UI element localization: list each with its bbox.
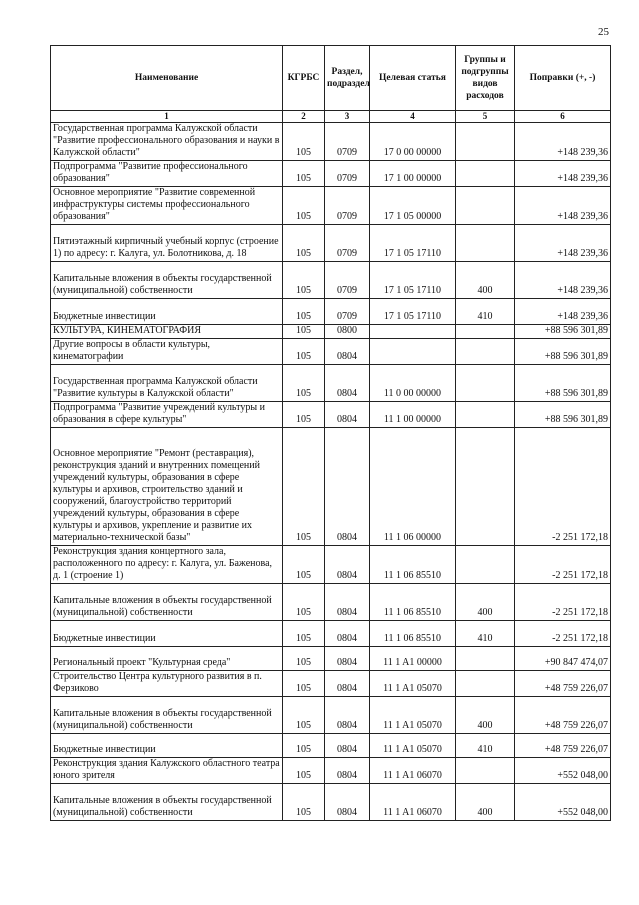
cell-statya (370, 339, 456, 365)
table-row (51, 402, 611, 428)
cell-statya: 11 1 06 85510 (370, 546, 456, 584)
cell-razdel: 0804 (325, 584, 370, 621)
cell-statya: 17 1 05 17110 (370, 262, 456, 299)
cell-amount: +88 596 301,89 (515, 365, 611, 402)
cell-statya: 11 1 A1 05070 (370, 697, 456, 734)
column-number: 2 (283, 111, 325, 123)
cell-name: Основное мероприятие "Развитие современной инфраструктуры системы профессионального образования" (51, 187, 283, 225)
cell-vid: 400 (456, 584, 515, 621)
column-number: 4 (370, 111, 456, 123)
cell-name: Капитальные вложения в объекты государственной (муниципальной) собственности (51, 697, 283, 734)
cell-vid (456, 671, 515, 697)
column-header-amount: Поправки (+, -) (515, 46, 611, 111)
table-row (51, 325, 611, 339)
cell-statya: 11 1 06 00000 (370, 428, 456, 546)
cell-vid (456, 647, 515, 671)
cell-kgrbs: 105 (283, 647, 325, 671)
cell-statya: 17 1 00 00000 (370, 161, 456, 187)
cell-vid (456, 161, 515, 187)
cell-amount: +90 847 474,07 (515, 647, 611, 671)
cell-name: Региональный проект "Культурная среда" (51, 647, 283, 671)
cell-kgrbs: 105 (283, 697, 325, 734)
cell-name: Капитальные вложения в объекты государственной (муниципальной) собственности (51, 784, 283, 821)
cell-razdel: 0804 (325, 402, 370, 428)
table-row (51, 428, 611, 546)
table-row (51, 647, 611, 671)
cell-statya: 11 1 06 85510 (370, 584, 456, 621)
cell-kgrbs: 105 (283, 621, 325, 647)
cell-razdel: 0804 (325, 784, 370, 821)
cell-name: Государственная программа Калужской области "Развитие культуры в Калужской области" (51, 365, 283, 402)
cell-amount: +48 759 226,07 (515, 697, 611, 734)
cell-name: Бюджетные инвестиции (51, 621, 283, 647)
cell-statya: 11 1 A1 06070 (370, 758, 456, 784)
cell-razdel: 0804 (325, 621, 370, 647)
column-header-kgrbs: КГРБС (283, 46, 325, 111)
table-body (51, 123, 611, 821)
budget-table (50, 45, 611, 821)
cell-statya: 11 1 A1 00000 (370, 647, 456, 671)
cell-amount: +88 596 301,89 (515, 325, 611, 339)
column-number: 3 (325, 111, 370, 123)
cell-statya: 17 1 05 00000 (370, 187, 456, 225)
column-header-name: Наименование (51, 46, 283, 111)
cell-name: Государственная программа Калужской области "Развитие профессионального образования и науки в Калужской области" (51, 123, 283, 161)
cell-name: Бюджетные инвестиции (51, 734, 283, 758)
cell-statya: 11 1 06 85510 (370, 621, 456, 647)
cell-razdel: 0709 (325, 187, 370, 225)
table-row (51, 584, 611, 621)
cell-statya: 11 1 A1 06070 (370, 784, 456, 821)
cell-vid (456, 546, 515, 584)
table-row (51, 365, 611, 402)
cell-amount: +148 239,36 (515, 123, 611, 161)
cell-kgrbs: 105 (283, 546, 325, 584)
cell-statya: 11 1 00 00000 (370, 402, 456, 428)
cell-kgrbs: 105 (283, 161, 325, 187)
cell-vid: 410 (456, 621, 515, 647)
table-row (51, 697, 611, 734)
cell-kgrbs: 105 (283, 262, 325, 299)
cell-razdel: 0804 (325, 758, 370, 784)
cell-kgrbs: 105 (283, 758, 325, 784)
cell-name: Капитальные вложения в объекты государственной (муниципальной) собственности (51, 262, 283, 299)
cell-vid (456, 365, 515, 402)
cell-kgrbs: 105 (283, 225, 325, 262)
cell-kgrbs: 105 (283, 325, 325, 339)
cell-name: КУЛЬТУРА, КИНЕМАТОГРАФИЯ (51, 325, 283, 339)
cell-razdel: 0804 (325, 339, 370, 365)
cell-amount: -2 251 172,18 (515, 428, 611, 546)
cell-statya: 11 1 A1 05070 (370, 734, 456, 758)
cell-kgrbs: 105 (283, 671, 325, 697)
table-row (51, 262, 611, 299)
cell-name: Реконструкция здания Калужского областного театра юного зрителя (51, 758, 283, 784)
cell-amount: +148 239,36 (515, 299, 611, 325)
cell-statya: 11 1 A1 05070 (370, 671, 456, 697)
cell-vid (456, 325, 515, 339)
cell-vid: 400 (456, 697, 515, 734)
cell-vid: 410 (456, 734, 515, 758)
cell-vid (456, 758, 515, 784)
cell-vid (456, 123, 515, 161)
cell-amount: +88 596 301,89 (515, 339, 611, 365)
column-number: 6 (515, 111, 611, 123)
header-row (51, 46, 611, 111)
cell-statya: 17 0 00 00000 (370, 123, 456, 161)
cell-name: Реконструкция здания концертного зала, расположенного по адресу: г. Калуга, ул. Баженова, д. 1 (строение 1) (51, 546, 283, 584)
cell-razdel: 0709 (325, 161, 370, 187)
column-number-row (51, 111, 611, 123)
cell-razdel: 0804 (325, 647, 370, 671)
column-number: 1 (51, 111, 283, 123)
cell-vid (456, 187, 515, 225)
cell-amount: +552 048,00 (515, 758, 611, 784)
cell-razdel: 0804 (325, 428, 370, 546)
table-row (51, 299, 611, 325)
cell-amount: +148 239,36 (515, 262, 611, 299)
cell-amount: -2 251 172,18 (515, 546, 611, 584)
column-header-vid: Группы и подгруппы видов расходов (456, 46, 515, 111)
cell-kgrbs: 105 (283, 339, 325, 365)
cell-kgrbs: 105 (283, 584, 325, 621)
cell-statya (370, 325, 456, 339)
cell-vid (456, 225, 515, 262)
cell-kgrbs: 105 (283, 402, 325, 428)
cell-name: Капитальные вложения в объекты государственной (муниципальной) собственности (51, 584, 283, 621)
cell-razdel: 0804 (325, 697, 370, 734)
cell-kgrbs: 105 (283, 784, 325, 821)
cell-kgrbs: 105 (283, 299, 325, 325)
table-row (51, 546, 611, 584)
table-row (51, 187, 611, 225)
cell-razdel: 0804 (325, 546, 370, 584)
cell-vid (456, 339, 515, 365)
table-row (51, 339, 611, 365)
cell-amount: -2 251 172,18 (515, 621, 611, 647)
cell-vid: 400 (456, 262, 515, 299)
cell-razdel: 0709 (325, 225, 370, 262)
cell-amount: +48 759 226,07 (515, 734, 611, 758)
cell-name: Основное мероприятие "Ремонт (реставрация), реконструкция зданий и внутренних помещений учреждений культуры, образования в сфере культуры и архивов, строительство зданий и сооружений, благоустройство территорий учреждений культуры, образования в сфере культуры и архивов, укрепление и развитие их материально-технической базы" (51, 428, 283, 546)
cell-amount: +48 759 226,07 (515, 671, 611, 697)
table-row (51, 225, 611, 262)
cell-kgrbs: 105 (283, 734, 325, 758)
cell-amount: +88 596 301,89 (515, 402, 611, 428)
cell-statya: 11 0 00 00000 (370, 365, 456, 402)
cell-vid (456, 402, 515, 428)
cell-amount: -2 251 172,18 (515, 584, 611, 621)
cell-vid: 400 (456, 784, 515, 821)
cell-kgrbs: 105 (283, 187, 325, 225)
cell-razdel: 0709 (325, 123, 370, 161)
cell-name: Бюджетные инвестиции (51, 299, 283, 325)
cell-statya: 17 1 05 17110 (370, 299, 456, 325)
cell-razdel: 0709 (325, 299, 370, 325)
table-row (51, 621, 611, 647)
cell-name: Строительство Центра культурного развития в п. Ферзиково (51, 671, 283, 697)
cell-kgrbs: 105 (283, 123, 325, 161)
cell-vid: 410 (456, 299, 515, 325)
cell-razdel: 0804 (325, 734, 370, 758)
cell-kgrbs: 105 (283, 365, 325, 402)
cell-kgrbs: 105 (283, 428, 325, 546)
cell-razdel: 0804 (325, 671, 370, 697)
cell-razdel: 0709 (325, 262, 370, 299)
cell-amount: +148 239,36 (515, 187, 611, 225)
cell-amount: +148 239,36 (515, 225, 611, 262)
table-row (51, 671, 611, 697)
column-header-razdel: Раздел, подраздел (325, 46, 370, 111)
cell-amount: +552 048,00 (515, 784, 611, 821)
table-row (51, 734, 611, 758)
cell-name: Подпрограмма "Развитие учреждений культуры и образования в сфере культуры" (51, 402, 283, 428)
cell-name: Подпрограмма "Развитие профессионального образования" (51, 161, 283, 187)
cell-razdel: 0800 (325, 325, 370, 339)
table-row (51, 784, 611, 821)
cell-amount: +148 239,36 (515, 161, 611, 187)
column-number: 5 (456, 111, 515, 123)
cell-name: Другие вопросы в области культуры, кинематографии (51, 339, 283, 365)
cell-name: Пятиэтажный кирпичный учебный корпус (строение 1) по адресу: г. Калуга, ул. Болотникова, д. 18 (51, 225, 283, 262)
table-row (51, 758, 611, 784)
cell-statya: 17 1 05 17110 (370, 225, 456, 262)
cell-vid (456, 428, 515, 546)
table-row (51, 123, 611, 161)
page-number: 25 (598, 26, 609, 38)
table-row (51, 161, 611, 187)
cell-razdel: 0804 (325, 365, 370, 402)
column-header-statya: Целевая статья (370, 46, 456, 111)
